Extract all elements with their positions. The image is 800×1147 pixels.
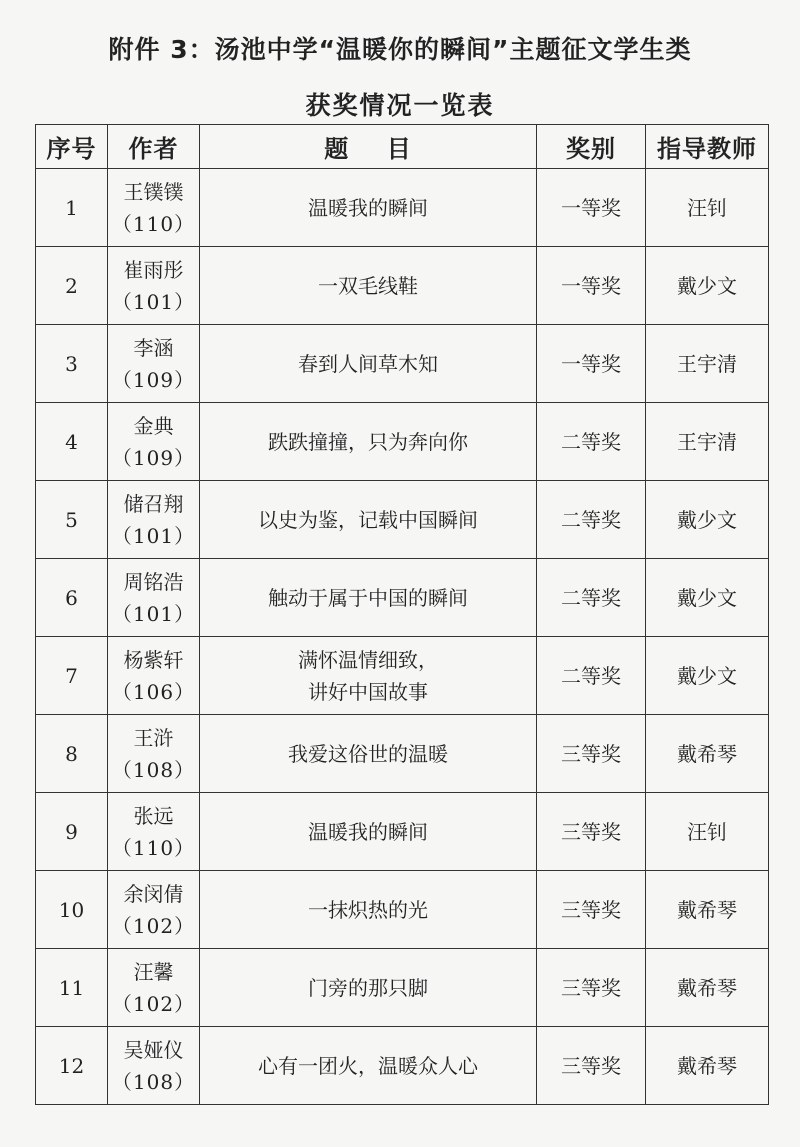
row-number: 10 bbox=[36, 871, 108, 949]
row-award: 二等奖 bbox=[537, 481, 646, 559]
row-teacher: 王宇清 bbox=[646, 403, 769, 481]
row-award: 一等奖 bbox=[537, 325, 646, 403]
row-essay-title-cell bbox=[200, 403, 537, 481]
document-subtitle: 获奖情况一览表 bbox=[305, 91, 495, 120]
table-row bbox=[36, 247, 769, 325]
author-class: （106） bbox=[111, 679, 196, 704]
author-class: （101） bbox=[111, 601, 196, 626]
row-number: 4 bbox=[36, 403, 108, 481]
essay-title-line: 以史为鉴，记载中国瞬间 bbox=[258, 507, 478, 532]
author-name: 金典 bbox=[133, 413, 174, 438]
row-essay-title-cell bbox=[200, 715, 537, 793]
row-award: 二等奖 bbox=[537, 637, 646, 715]
row-author-cell bbox=[108, 1027, 200, 1105]
table-row bbox=[36, 949, 769, 1027]
document-title: 附件 3：汤池中学“温暖你的瞬间”主题征文学生类 bbox=[108, 35, 692, 64]
row-award: 三等奖 bbox=[537, 1027, 646, 1105]
row-author-cell bbox=[108, 793, 200, 871]
header-title: 题 目 bbox=[200, 125, 537, 169]
row-author-cell bbox=[108, 559, 200, 637]
table-row bbox=[36, 403, 769, 481]
essay-title-line: 心有一团火，温暖众人心 bbox=[258, 1053, 478, 1078]
row-award: 三等奖 bbox=[537, 949, 646, 1027]
row-essay-title-cell bbox=[200, 793, 537, 871]
author-class: （102） bbox=[111, 991, 196, 1016]
row-essay-title-cell bbox=[200, 637, 537, 715]
author-name: 王浒 bbox=[133, 725, 174, 750]
author-name: 周铭浩 bbox=[123, 569, 184, 594]
row-award: 二等奖 bbox=[537, 559, 646, 637]
author-name: 吴娅仪 bbox=[123, 1037, 184, 1062]
row-award: 一等奖 bbox=[537, 169, 646, 247]
row-essay-title-cell bbox=[200, 871, 537, 949]
row-author-cell bbox=[108, 247, 200, 325]
author-name: 张远 bbox=[133, 803, 174, 828]
essay-title-line: 门旁的那只脚 bbox=[308, 975, 428, 1000]
row-award: 三等奖 bbox=[537, 793, 646, 871]
essay-title-line: 温暖我的瞬间 bbox=[308, 195, 428, 220]
row-teacher: 汪钊 bbox=[646, 793, 769, 871]
author-class: （108） bbox=[111, 1069, 196, 1094]
row-essay-title-cell bbox=[200, 481, 537, 559]
essay-title-line: 我爱这俗世的温暖 bbox=[288, 741, 448, 766]
row-author-cell bbox=[108, 481, 200, 559]
essay-title-line: 温暖我的瞬间 bbox=[308, 819, 428, 844]
table-row bbox=[36, 1027, 769, 1105]
row-number: 3 bbox=[36, 325, 108, 403]
row-teacher: 戴少文 bbox=[646, 637, 769, 715]
header-teacher: 指导教师 bbox=[646, 125, 769, 169]
table-row bbox=[36, 871, 769, 949]
row-number: 1 bbox=[36, 169, 108, 247]
row-number: 6 bbox=[36, 559, 108, 637]
essay-title-line: 满怀温情细致， bbox=[298, 647, 438, 672]
row-essay-title-cell bbox=[200, 1027, 537, 1105]
author-class: （109） bbox=[111, 445, 196, 470]
author-name: 崔雨彤 bbox=[123, 257, 184, 282]
row-number: 7 bbox=[36, 637, 108, 715]
row-teacher: 戴少文 bbox=[646, 481, 769, 559]
row-essay-title-cell bbox=[200, 169, 537, 247]
author-name: 汪馨 bbox=[133, 959, 174, 984]
author-class: （101） bbox=[111, 523, 196, 548]
row-essay-title-cell bbox=[200, 325, 537, 403]
row-author-cell bbox=[108, 403, 200, 481]
author-class: （110） bbox=[111, 211, 196, 236]
header-author: 作者 bbox=[108, 125, 200, 169]
header-award: 奖别 bbox=[537, 125, 646, 169]
author-class: （109） bbox=[111, 367, 196, 392]
table-row bbox=[36, 169, 769, 247]
row-number: 2 bbox=[36, 247, 108, 325]
author-class: （102） bbox=[111, 913, 196, 938]
table-row bbox=[36, 715, 769, 793]
row-number: 8 bbox=[36, 715, 108, 793]
author-class: （110） bbox=[111, 835, 196, 860]
author-name: 王镤镤 bbox=[123, 179, 184, 204]
author-class: （101） bbox=[111, 289, 196, 314]
row-essay-title-cell bbox=[200, 559, 537, 637]
essay-title-line: 触动于属于中国的瞬间 bbox=[268, 585, 468, 610]
row-author-cell bbox=[108, 949, 200, 1027]
table-header-row bbox=[36, 125, 769, 169]
author-name: 储召翔 bbox=[123, 491, 184, 516]
row-teacher: 戴少文 bbox=[646, 247, 769, 325]
awards-table bbox=[35, 124, 769, 1105]
row-number: 9 bbox=[36, 793, 108, 871]
author-name: 余闵倩 bbox=[123, 881, 184, 906]
header-number: 序号 bbox=[36, 125, 108, 169]
row-teacher: 戴希琴 bbox=[646, 949, 769, 1027]
essay-title-line: 一双毛线鞋 bbox=[318, 273, 418, 298]
row-author-cell bbox=[108, 715, 200, 793]
row-teacher: 汪钊 bbox=[646, 169, 769, 247]
row-number: 5 bbox=[36, 481, 108, 559]
author-name: 杨紫轩 bbox=[123, 647, 184, 672]
row-essay-title-cell bbox=[200, 247, 537, 325]
table-row bbox=[36, 559, 769, 637]
essay-title-line: 讲好中国故事 bbox=[308, 679, 428, 704]
row-teacher: 戴希琴 bbox=[646, 871, 769, 949]
row-teacher: 戴希琴 bbox=[646, 1027, 769, 1105]
row-award: 三等奖 bbox=[537, 715, 646, 793]
row-award: 三等奖 bbox=[537, 871, 646, 949]
row-teacher: 戴希琴 bbox=[646, 715, 769, 793]
essay-title-line: 春到人间草木知 bbox=[298, 351, 438, 376]
row-teacher: 王宇清 bbox=[646, 325, 769, 403]
author-class: （108） bbox=[111, 757, 196, 782]
row-essay-title-cell bbox=[200, 949, 537, 1027]
row-number: 12 bbox=[36, 1027, 108, 1105]
table-row bbox=[36, 637, 769, 715]
row-author-cell bbox=[108, 637, 200, 715]
essay-title-line: 跌跌撞撞，只为奔向你 bbox=[268, 429, 468, 454]
essay-title-line: 一抹炽热的光 bbox=[308, 897, 428, 922]
table-row bbox=[36, 325, 769, 403]
author-name: 李涵 bbox=[133, 335, 174, 360]
table-body bbox=[36, 169, 769, 1105]
row-award: 一等奖 bbox=[537, 247, 646, 325]
row-teacher: 戴少文 bbox=[646, 559, 769, 637]
row-number: 11 bbox=[36, 949, 108, 1027]
row-author-cell bbox=[108, 169, 200, 247]
table-row bbox=[36, 793, 769, 871]
row-award: 二等奖 bbox=[537, 403, 646, 481]
table-row bbox=[36, 481, 769, 559]
row-author-cell bbox=[108, 871, 200, 949]
row-author-cell bbox=[108, 325, 200, 403]
